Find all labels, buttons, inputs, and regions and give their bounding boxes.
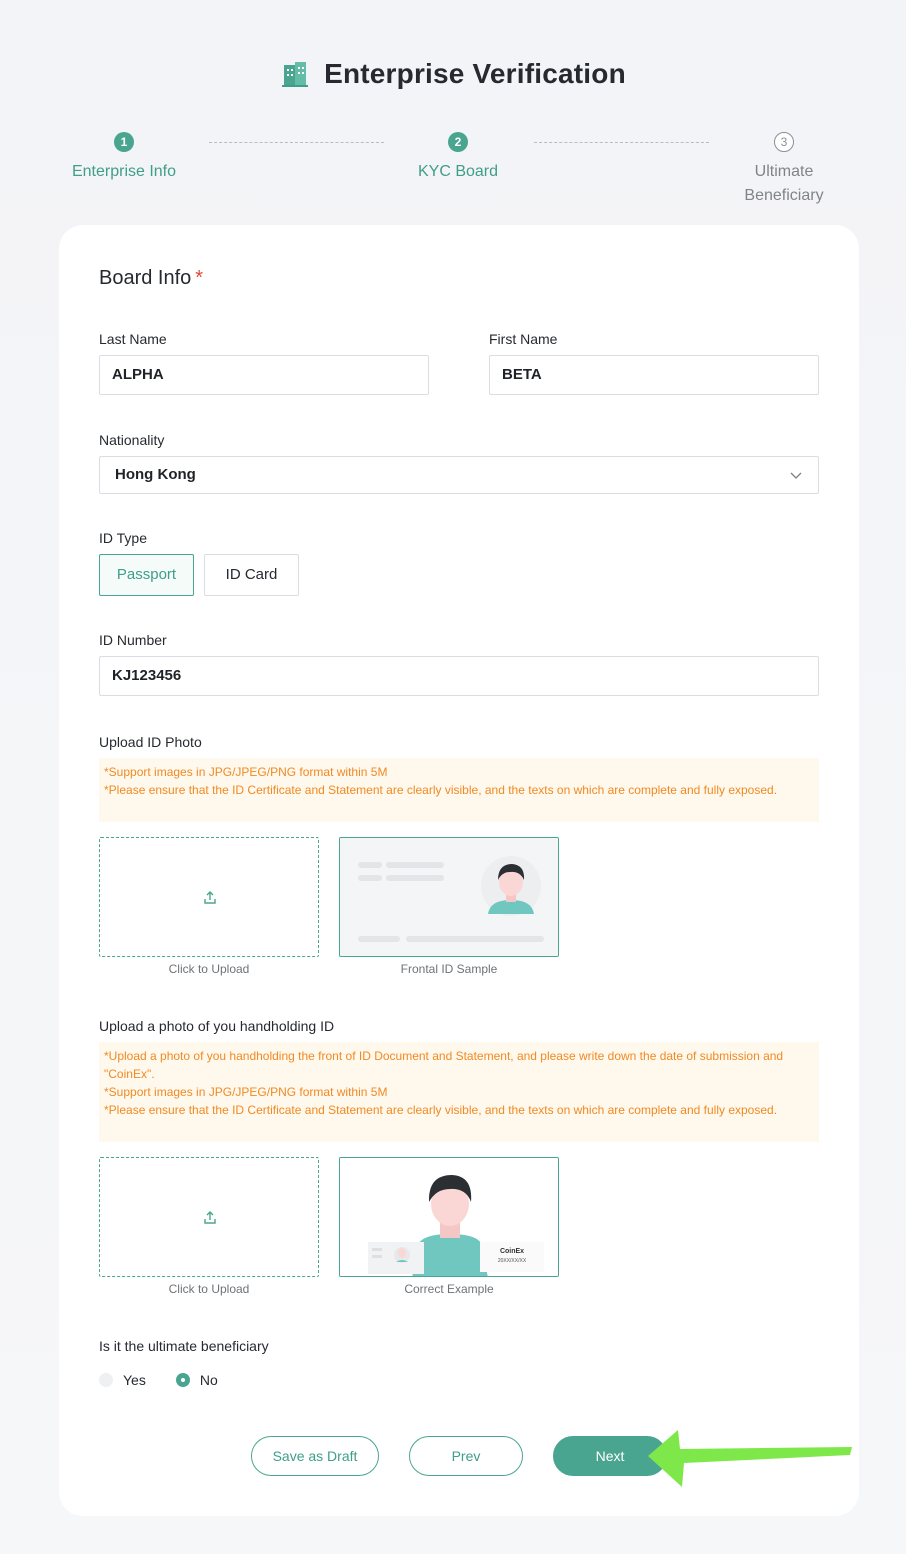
notice-line: *Support images in JPG/JPEG/PNG format within 5M — [104, 765, 388, 779]
frontal-id-sample — [339, 837, 559, 957]
step-divider — [534, 142, 709, 143]
last-name-input[interactable]: ALPHA — [99, 355, 429, 395]
radio-yes-label[interactable]: Yes — [123, 1372, 146, 1388]
upload-caption: Click to Upload — [168, 962, 250, 976]
section-title-text: Board Info — [99, 267, 192, 289]
step-enterprise-info[interactable] — [44, 132, 204, 184]
chevron-down-icon — [790, 469, 802, 481]
id-number-input[interactable]: KJ123456 — [99, 656, 819, 696]
page-header — [0, 58, 906, 94]
upload-id-dropzone[interactable] — [99, 837, 319, 957]
upload-icon — [202, 890, 218, 906]
sample-date: 20XX/XX/XX — [497, 1258, 527, 1264]
step-ultimate-beneficiary[interactable] — [704, 132, 864, 208]
required-mark: * — [195, 267, 204, 289]
sample-brand: CoinEx — [499, 1248, 525, 1255]
step-kyc-board[interactable] — [378, 132, 538, 184]
notice-line: *Please ensure that the ID Certificate and Statement are clearly visible, and the texts on which are complete and fully exposed. — [104, 1103, 778, 1117]
upload-caption: Click to Upload — [168, 1282, 250, 1296]
nationality-label: Nationality — [99, 432, 165, 448]
id-type-passport-button[interactable]: Passport — [99, 554, 194, 596]
step-label: Enterprise Info — [71, 163, 177, 180]
next-button[interactable]: Next — [553, 1436, 667, 1476]
step-number: 3 — [774, 132, 794, 152]
prev-button[interactable]: Prev — [409, 1436, 523, 1476]
first-name-input[interactable]: BETA — [489, 355, 819, 395]
section-title — [99, 267, 203, 290]
upload-id-label: Upload ID Photo — [99, 734, 202, 750]
upload-hand-notice — [99, 1042, 819, 1142]
step-number: 1 — [114, 132, 134, 152]
step-number: 2 — [448, 132, 468, 152]
building-icon — [280, 59, 310, 89]
beneficiary-radio-group — [99, 1372, 248, 1388]
notice-line: *Upload a photo of you handholding the front of ID Document and Statement, and please write down the date of submission and "CoinEx". — [104, 1049, 784, 1081]
upload-hand-label: Upload a photo of you handholding ID — [99, 1018, 335, 1034]
notice-line: *Please ensure that the ID Certificate and Statement are clearly visible, and the texts on which are complete and fully exposed. — [104, 783, 778, 797]
sample-caption: Frontal ID Sample — [400, 962, 498, 976]
radio-no[interactable] — [176, 1373, 190, 1387]
beneficiary-label: Is it the ultimate beneficiary — [99, 1338, 269, 1354]
id-card-illustration — [340, 838, 559, 957]
notice-line: *Support images in JPG/JPEG/PNG format within 5M — [104, 1085, 388, 1099]
radio-yes[interactable] — [99, 1373, 113, 1387]
form-card — [59, 225, 859, 1516]
page-title: Enterprise Verification — [324, 58, 626, 89]
id-number-label: ID Number — [99, 632, 167, 648]
nationality-select[interactable] — [99, 456, 819, 494]
handholding-sample — [339, 1157, 559, 1277]
id-type-id-card-button[interactable]: ID Card — [204, 554, 299, 596]
stepper — [0, 132, 906, 212]
nationality-value: Hong Kong — [115, 466, 196, 483]
upload-id-notice — [99, 758, 819, 822]
first-name-label: First Name — [489, 331, 558, 347]
upload-icon — [202, 1210, 218, 1226]
upload-hand-dropzone[interactable] — [99, 1157, 319, 1277]
sample-caption: Correct Example — [404, 1282, 494, 1296]
save-draft-button[interactable]: Save as Draft — [251, 1436, 379, 1476]
step-label: Ultimate Beneficiary — [744, 163, 824, 204]
step-divider — [209, 142, 384, 143]
annotation-arrow-icon — [640, 1425, 860, 1495]
radio-no-label[interactable]: No — [199, 1372, 218, 1388]
id-type-label: ID Type — [99, 530, 147, 546]
last-name-label: Last Name — [99, 331, 167, 347]
step-label: KYC Board — [417, 163, 499, 180]
